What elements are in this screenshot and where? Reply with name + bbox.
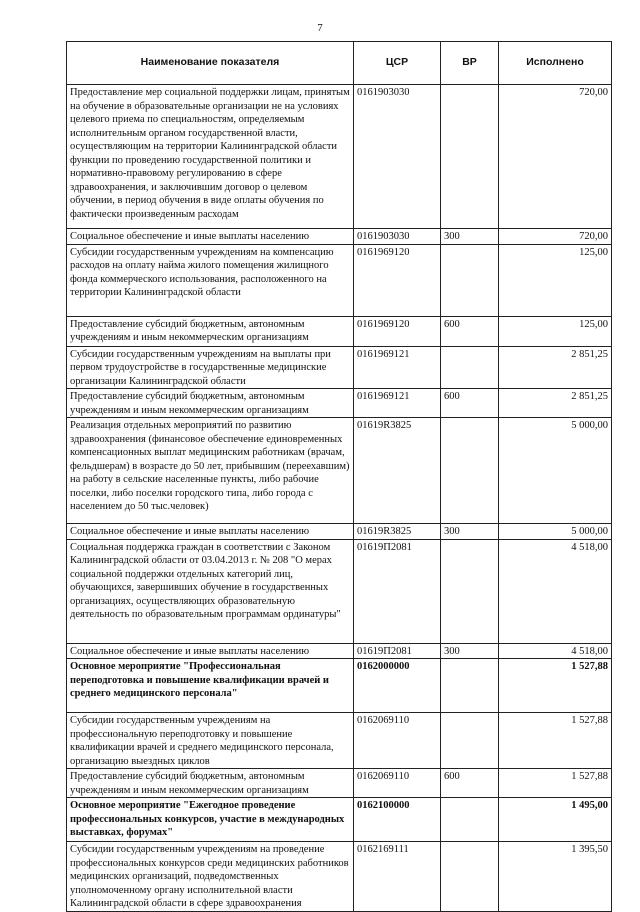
- header-amount: Исполнено: [499, 42, 612, 85]
- row-name: Предоставление субсидий бюджетным, автономным учреждениям и иным некоммерческим организациям: [67, 389, 354, 418]
- table-row: [67, 244, 612, 316]
- table-row: [67, 418, 612, 524]
- row-vr: [441, 244, 499, 316]
- header-vr: ВР: [441, 42, 499, 85]
- row-amount: 2 851,25: [499, 389, 612, 418]
- row-name: Субсидии государственным учреждениям на профессиональную переподготовку и повышение квалификации врачей и среднего медицинского персонала, организацию выездных циклов: [67, 713, 354, 769]
- table-row: [67, 524, 612, 540]
- row-name: Субсидии государственным учреждениям на выплаты при первом трудоустройстве в государственные медицинские организации Калининградской области: [67, 346, 354, 389]
- row-name: Социальное обеспечение и иные выплаты населению: [67, 229, 354, 245]
- row-amount: 125,00: [499, 244, 612, 316]
- row-vr: [441, 418, 499, 524]
- row-name: Основное мероприятие "Профессиональная переподготовка и повышение квалификации врачей и среднего медицинского персонала": [67, 659, 354, 713]
- header-csr: ЦСР: [354, 42, 441, 85]
- row-name: Субсидии государственным учреждениям на компенсацию расходов на оплату найма жилого помещения жилищного фонда коммерческого использования, расположенного на территории Калининградской области: [67, 244, 354, 316]
- row-name: Предоставление субсидий бюджетным, автономным учреждениям и иным некоммерческим организациям: [67, 769, 354, 798]
- row-amount: 1 527,88: [499, 713, 612, 769]
- row-amount: 1 495,00: [499, 798, 612, 842]
- row-amount: 1 527,88: [499, 659, 612, 713]
- row-vr: [441, 798, 499, 842]
- row-csr: 0162100000: [354, 798, 441, 842]
- row-amount: 4 518,00: [499, 643, 612, 659]
- table-row: [67, 539, 612, 643]
- row-name: Предоставление субсидий бюджетным, автономным учреждениям и иным некоммерческим организациям: [67, 316, 354, 346]
- row-csr: 01619П2081: [354, 643, 441, 659]
- row-csr: 0162069110: [354, 713, 441, 769]
- row-csr: 0161969121: [354, 346, 441, 389]
- table-row: [67, 85, 612, 229]
- row-name: Основное мероприятие "Ежегодное проведение профессиональных конкурсов, участие в международных выставках, форумах": [67, 798, 354, 842]
- row-csr: 0161969120: [354, 244, 441, 316]
- row-vr: 600: [441, 389, 499, 418]
- table-row: [67, 842, 612, 912]
- row-vr: [441, 539, 499, 643]
- row-amount: 1 527,88: [499, 769, 612, 798]
- row-csr: 0162069110: [354, 769, 441, 798]
- row-amount: 2 851,25: [499, 346, 612, 389]
- row-vr: [441, 713, 499, 769]
- row-amount: 125,00: [499, 316, 612, 346]
- row-vr: [441, 842, 499, 912]
- row-csr: 01619R3825: [354, 418, 441, 524]
- row-amount: 1 395,50: [499, 842, 612, 912]
- table-row: [67, 659, 612, 713]
- row-amount: 4 518,00: [499, 539, 612, 643]
- row-vr: 300: [441, 524, 499, 540]
- table-row: [67, 346, 612, 389]
- table-row: [67, 798, 612, 842]
- row-vr: 600: [441, 769, 499, 798]
- row-vr: 600: [441, 316, 499, 346]
- row-csr: 0162169111: [354, 842, 441, 912]
- row-amount: 5 000,00: [499, 524, 612, 540]
- row-amount: 720,00: [499, 85, 612, 229]
- row-csr: 0161903030: [354, 229, 441, 245]
- table-row: [67, 316, 612, 346]
- row-name: Реализация отдельных мероприятий по развитию здравоохранения (финансовое обеспечение единовременных компенсационных выплат медицинским работникам (врачам, фельдшерам) в возрасте до 50 лет, прибывшим (переехавшим) на работу в сельские населенные пункты, либо рабочие поселки, либо поселки городского типа, либо города с населением до 50 тыс.человек): [67, 418, 354, 524]
- row-name: Социальная поддержка граждан в соответствии с Законом Калининградской области от 03.04.2013 г. № 208 "О мерах социальной поддержки отдельных категорий лиц, обучающихся, завершивших обучение в государственных организациях, осуществляющих образовательную деятельность по образовательным программам ординатуры": [67, 539, 354, 643]
- row-csr: 01619П2081: [354, 539, 441, 643]
- row-amount: 5 000,00: [499, 418, 612, 524]
- row-csr: 01619R3825: [354, 524, 441, 540]
- row-vr: 300: [441, 229, 499, 245]
- row-amount: 720,00: [499, 229, 612, 245]
- header-name: Наименование показателя: [67, 42, 354, 85]
- page-number: 7: [317, 22, 323, 34]
- row-vr: 300: [441, 643, 499, 659]
- row-name: Предоставление мер социальной поддержки лицам, принятым на обучение в образовательные организации не на условиях целевого приема по специальностям, определяемым исполнительным органом государственной власти, осуществляющим на территории Калининградской области функции по проведению государственной политики и нормативно-правовому регулированию в сфере здравоохранения, и заключившим договор о целевом обучении, в период обучения в виде оплаты обучения по фактически произведенным расходам: [67, 85, 354, 229]
- table-row: [67, 389, 612, 418]
- table-row: [67, 643, 612, 659]
- row-name: Социальное обеспечение и иные выплаты населению: [67, 524, 354, 540]
- table-header: [67, 42, 612, 85]
- table-row: [67, 713, 612, 769]
- row-name: Социальное обеспечение и иные выплаты населению: [67, 643, 354, 659]
- row-csr: 0161969121: [354, 389, 441, 418]
- row-csr: 0162000000: [354, 659, 441, 713]
- row-csr: 0161969120: [354, 316, 441, 346]
- row-vr: [441, 85, 499, 229]
- table-row: [67, 229, 612, 245]
- row-vr: [441, 659, 499, 713]
- row-csr: 0161903030: [354, 85, 441, 229]
- row-name: Субсидии государственным учреждениям на проведение профессиональных конкурсов среди медицинских работников медицинских организаций, подведомственных уполномоченному органу исполнительной власти Калининградской области в сфере здравоохранения: [67, 842, 354, 912]
- table-row: [67, 769, 612, 798]
- row-vr: [441, 346, 499, 389]
- budget-table: [66, 41, 612, 912]
